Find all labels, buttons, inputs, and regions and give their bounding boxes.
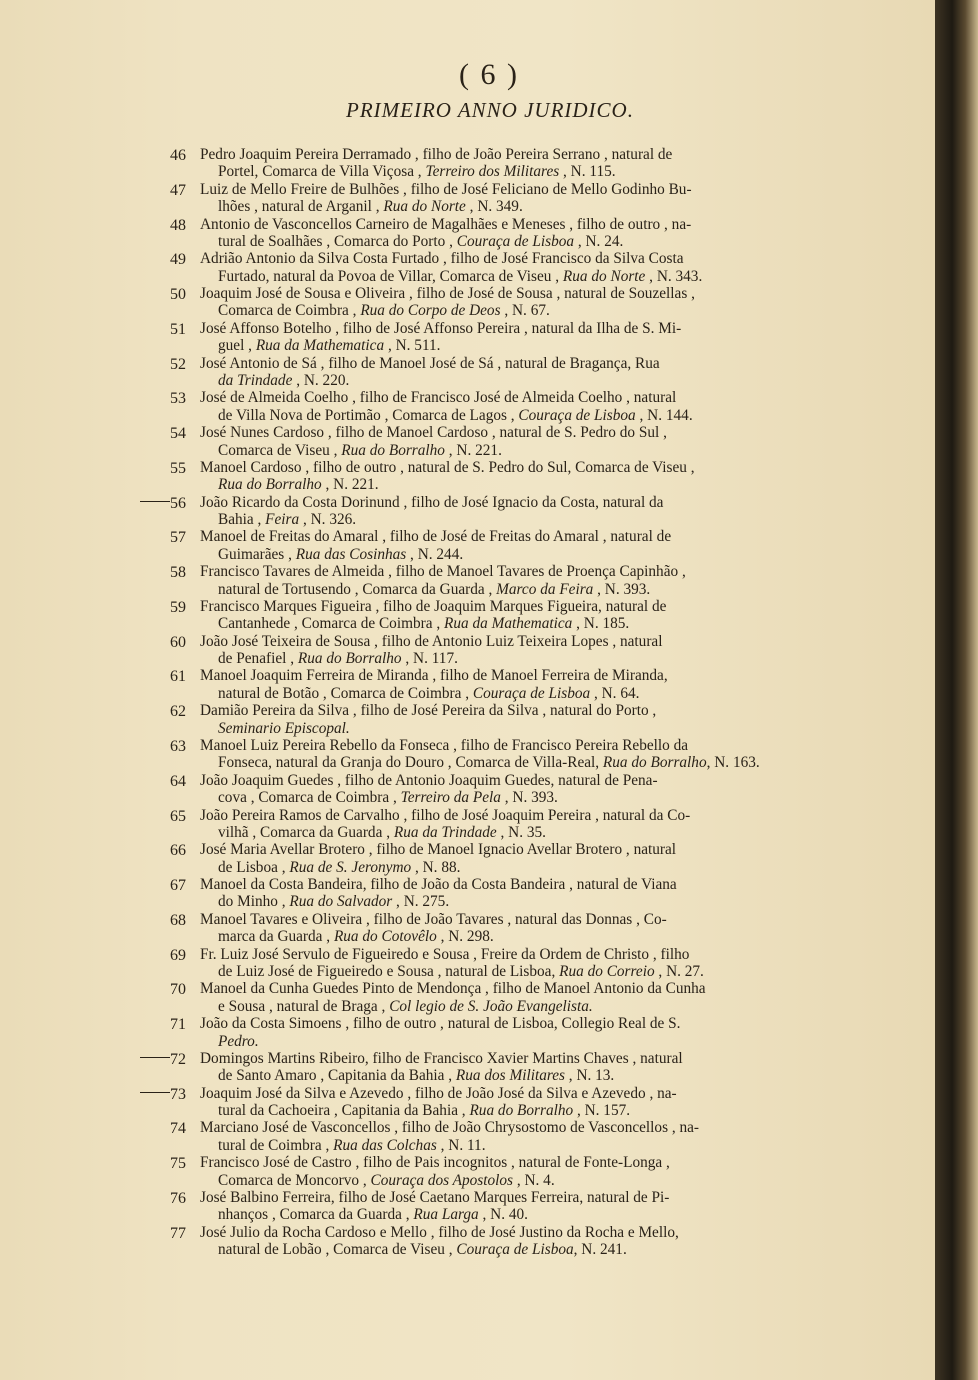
entry-line-1: José de Almeida Coelho , filho de Francisco José de Almeida Coelho , natural — [200, 389, 677, 407]
entry-line-2 — [200, 720, 820, 737]
entry-number: 64 — [170, 772, 186, 790]
list-item — [140, 1085, 820, 1120]
entry-number: 54 — [170, 425, 186, 443]
entry-line-2-text: tural de Soalhães , Comarca do Porto , — [218, 232, 457, 250]
entry-line-1: Manoel Cardoso , filho de outro , natural de S. Pedro do Sul, Comarca de Viseu , — [200, 458, 695, 476]
entry-line-2 — [200, 163, 820, 180]
entry-line-2 — [200, 511, 820, 528]
entry-number: 50 — [170, 286, 186, 304]
entry-line-2-tail: , N. 326. — [299, 511, 357, 529]
entry-line-2-text: natural de Botão , Comarca de Coimbra , — [218, 684, 473, 702]
entry-line-2-text: vilhã , Comarca da Guarda , — [218, 823, 394, 841]
entry-line-1: Francisco Tavares de Almeida , filho de Manoel Tavares de Proença Capinhão , — [200, 563, 686, 581]
entry-address: Rua das Colchas — [333, 1136, 437, 1154]
entry-number: 68 — [170, 911, 186, 929]
entry-line-2-tail: , N. 511. — [384, 337, 441, 355]
entry-line-1: Antonio de Vasconcellos Carneiro de Magalhães e Meneses , filho de outro , na- — [200, 215, 692, 233]
entry-number: 53 — [170, 390, 186, 408]
entry-line-1: Fr. Luiz José Servulo de Figueiredo e Sousa , Freire da Ordem de Christo , filho — [200, 945, 690, 963]
entry-line-2 — [200, 1206, 820, 1223]
list-item — [140, 737, 820, 772]
entry-address: Couraça dos Apostolos — [370, 1171, 514, 1189]
list-item — [140, 1189, 820, 1224]
entry-line-2-text: Comarca de Viseu , — [218, 441, 342, 459]
entry-line-1: Francisco Marques Figueira , filho de Joaquim Marques Figueira, natural de — [200, 597, 667, 615]
entry-line-2 — [200, 963, 820, 980]
entry-line-1: Manoel da Costa Bandeira, filho de João da Costa Bandeira , natural de Viana — [200, 876, 677, 894]
entry-line-2-text: Guimarães , — [218, 545, 296, 563]
entry-line-2-tail: , N. 275. — [392, 893, 450, 911]
entry-line-2 — [200, 1033, 820, 1050]
entry-line-1: José Balbino Ferreira, filho de José Caetano Marques Ferreira, natural de Pi- — [200, 1188, 670, 1206]
entry-line-1: Pedro Joaquim Pereira Derramado , filho de João Pereira Serrano , natural de — [200, 146, 673, 163]
entry-line-1: João Pereira Ramos de Carvalho , filho de José Joaquim Pereira , natural da Co- — [200, 806, 691, 824]
entry-address: Terreiro dos Militares — [425, 163, 560, 181]
entry-address: Rua do Correio — [559, 963, 655, 981]
entry-number: 60 — [170, 633, 186, 651]
entry-line-2 — [200, 302, 820, 319]
entry-line-2 — [200, 928, 820, 945]
entry-number: 65 — [170, 807, 186, 825]
entry-line-2-tail: , N. 349. — [465, 198, 523, 216]
entry-number: 51 — [170, 320, 186, 338]
entry-line-1: Manoel Luiz Pereira Rebello da Fonseca , filho de Francisco Pereira Rebello da — [200, 737, 689, 755]
entry-address: Seminario Episcopal. — [218, 719, 350, 737]
entry-line-2-text: natural de Lobão , Comarca de Viseu , — [218, 1241, 457, 1259]
entry-address: Col legio de S. João Evangelista. — [389, 997, 593, 1015]
entry-line-2-text: natural de Tortusendo , Comarca da Guarda , — [218, 580, 497, 598]
entry-number: 71 — [170, 1016, 186, 1034]
entry-number: 70 — [170, 981, 186, 999]
entry-line-2-tail: , N. 40. — [478, 1206, 528, 1224]
entry-line-2-tail: , N. 144. — [635, 406, 693, 424]
entry-line-2-text: Cantanhede , Comarca de Coimbra , — [218, 615, 444, 633]
entry-line-2 — [200, 893, 820, 910]
list-item — [140, 598, 820, 633]
entry-line-2-tail: , N. 185. — [572, 615, 630, 633]
entry-line-2 — [200, 615, 820, 632]
entry-number: 77 — [170, 1224, 186, 1242]
list-item — [140, 841, 820, 876]
list-item — [140, 980, 820, 1015]
student-list — [140, 146, 820, 1259]
entry-line-2 — [200, 754, 820, 771]
list-item — [140, 633, 820, 668]
entry-address: Marco da Feira — [496, 580, 594, 598]
entry-number: 74 — [170, 1120, 186, 1138]
entry-line-2 — [200, 442, 820, 459]
entry-line-1: Damião Pereira da Silva , filho de José Pereira da Silva , natural do Porto , — [200, 702, 657, 720]
entry-line-2 — [200, 337, 820, 354]
entry-line-2-text: lhões , natural de Arganil , — [218, 198, 384, 216]
entry-line-2-tail: , N. 298. — [436, 928, 494, 946]
entry-line-2 — [200, 268, 820, 285]
list-item — [140, 667, 820, 702]
entry-address: Rua do Borralho — [218, 476, 322, 494]
entry-line-1: Manoel Tavares e Oliveira , filho de João Tavares , natural das Donnas , Co- — [200, 910, 667, 928]
entry-line-2 — [200, 1102, 820, 1119]
entry-line-2 — [200, 998, 820, 1015]
entry-number: 61 — [170, 668, 186, 686]
entry-address: Rua da Trindade — [393, 823, 497, 841]
list-item — [140, 946, 820, 981]
entry-line-2 — [200, 824, 820, 841]
entry-address: Rua do Norte — [562, 267, 646, 285]
list-item — [140, 702, 820, 737]
entry-address: Couraça de Lisboa — [518, 406, 636, 424]
list-item — [140, 807, 820, 842]
entry-line-2-tail: , N. 220. — [292, 372, 350, 389]
entry-line-2-text: nhanços , Comarca da Guarda , — [218, 1206, 414, 1224]
entry-number: 76 — [170, 1189, 186, 1207]
entry-line-2-text: de Luiz José de Figueiredo e Sousa , natural de Lisboa, — [218, 963, 560, 981]
entry-line-2 — [200, 372, 820, 389]
entry-line-2 — [200, 1067, 820, 1084]
entry-number: 56 — [170, 494, 186, 512]
entry-number: 67 — [170, 877, 186, 895]
list-item — [140, 494, 820, 529]
entry-number: 75 — [170, 1155, 186, 1173]
entry-number: 58 — [170, 564, 186, 582]
page-number: ( 6 ) — [459, 58, 519, 91]
entry-line-2-tail: , N. 157. — [573, 1102, 631, 1120]
entry-address: da Trindade — [218, 372, 293, 389]
entry-line-1: Joaquim José de Sousa e Oliveira , filho de José de Sousa , natural de Souzellas , — [200, 285, 695, 303]
entry-line-2-text: de Santo Amaro , Capitania da Bahia , — [218, 1067, 456, 1085]
entry-line-2-text: do Minho , — [218, 893, 290, 911]
entry-line-1: José Maria Avellar Brotero , filho de Manoel Ignacio Avellar Brotero , natural — [200, 841, 677, 859]
entry-number: 48 — [170, 216, 186, 234]
entry-address: Feira — [265, 511, 300, 529]
entry-line-2-text: marca da Guarda , — [218, 928, 334, 946]
entry-address: Terreiro da Pela — [400, 789, 501, 807]
entry-line-1: José Julio da Rocha Cardoso e Mello , filho de José Justino da Rocha e Mello, — [200, 1223, 679, 1241]
list-item — [140, 389, 820, 424]
entry-number: 69 — [170, 946, 186, 964]
entry-line-1: José Nunes Cardoso , filho de Manoel Cardoso , natural de S. Pedro do Sul , — [200, 424, 667, 442]
entry-line-1: Francisco José de Castro , filho de Pais incognitos , natural de Fonte-Longa , — [200, 1154, 670, 1172]
book-gutter — [935, 0, 978, 1380]
entry-address: Rua do Borralho — [341, 441, 445, 459]
entry-line-2-tail: , N. 343. — [645, 267, 703, 285]
entry-line-2 — [200, 650, 820, 667]
list-item — [140, 1224, 820, 1259]
list-item — [140, 355, 820, 390]
entry-line-1: Marciano José de Vasconcellos , filho de João Chrysostomo de Vasconcellos , na- — [200, 1119, 700, 1137]
entry-number: 62 — [170, 703, 186, 721]
section-title: PRIMEIRO ANNO JURIDICO. — [346, 98, 634, 122]
list-item — [140, 250, 820, 285]
entry-line-2-tail: , N. 35. — [496, 823, 546, 841]
entry-line-2-tail: , N. 64. — [590, 684, 640, 702]
list-item — [140, 320, 820, 355]
list-item — [140, 911, 820, 946]
entry-address: Rua do Borralho — [297, 650, 402, 668]
list-item — [140, 563, 820, 598]
entry-line-2-tail: , N. 24. — [574, 232, 624, 250]
entry-line-2-tail: , N. 27. — [654, 963, 704, 981]
list-item — [140, 285, 820, 320]
entry-line-2 — [200, 546, 820, 563]
entry-line-1: Adrião Antonio da Silva Costa Furtado , filho de José Francisco da Silva Costa — [200, 250, 684, 268]
list-item — [140, 424, 820, 459]
entry-line-2-tail: , N. 163. — [706, 754, 760, 772]
entry-address: Rua do Salvador — [289, 893, 393, 911]
list-item — [140, 1050, 820, 1085]
list-item — [140, 459, 820, 494]
entry-line-2-tail: , N. 244. — [406, 545, 464, 563]
entry-number: 59 — [170, 598, 186, 616]
entry-line-2-text: Furtado, natural da Povoa de Villar, Comarca de Viseu , — [218, 267, 563, 285]
entry-line-2-text: Comarca de Moncorvo , — [218, 1171, 371, 1189]
entry-address: Rua das Cosinhas — [295, 545, 407, 563]
entry-line-2 — [200, 1172, 820, 1189]
entry-line-2-tail: , N. 117. — [401, 650, 458, 668]
entry-line-2-tail: , N. 4. — [513, 1171, 555, 1189]
entry-line-2-tail: , N. 115. — [559, 163, 616, 181]
entry-address: Pedro. — [218, 1032, 259, 1050]
entry-line-2 — [200, 407, 820, 424]
entry-line-2-tail: , N. 88. — [411, 858, 461, 876]
list-item — [140, 146, 820, 181]
entry-number: 46 — [170, 147, 186, 164]
entry-line-1: Manoel de Freitas do Amaral , filho de José de Freitas do Amaral , natural de — [200, 528, 672, 546]
entry-line-2 — [200, 581, 820, 598]
entry-address: Couraça de Lisboa — [456, 232, 575, 250]
entry-line-1: João Joaquim Guedes , filho de Antonio Joaquim Guedes, natural de Pena- — [200, 771, 658, 789]
entry-line-2 — [200, 859, 820, 876]
entry-line-2 — [200, 789, 820, 806]
entry-address: Rua do Corpo de Deos — [360, 302, 501, 320]
entry-number: 73 — [170, 1085, 186, 1103]
entry-line-2-text: guel , — [218, 337, 256, 355]
entry-line-1: Joaquim José da Silva e Azevedo , filho de João José da Silva e Azevedo , na- — [200, 1084, 677, 1102]
entry-line-1: Manoel Joaquim Ferreira de Miranda , filho de Manoel Ferreira de Miranda, — [200, 667, 668, 685]
entry-line-2-text: tural da Cachoeira , Capitania da Bahia , — [218, 1102, 470, 1120]
entry-number: 49 — [170, 251, 186, 269]
entry-line-1: João Ricardo da Costa Dorinund , filho de José Ignacio da Costa, natural da — [200, 493, 664, 511]
entry-address: Rua Larga — [413, 1206, 479, 1224]
entry-line-2-tail: , N. 67. — [500, 302, 550, 320]
entry-line-2-text: Fonseca, natural da Granja do Douro , Comarca de Villa-Real, — [218, 754, 603, 772]
entry-line-2-text: de Penafiel , — [218, 650, 298, 668]
list-item — [140, 1154, 820, 1189]
entry-address: Couraça de Lisboa — [456, 1241, 574, 1259]
entry-line-2 — [200, 233, 820, 250]
entry-line-2-tail: , N. 241. — [573, 1241, 627, 1259]
entry-number: 47 — [170, 181, 186, 199]
entry-line-2-text: Portel, Comarca de Villa Viçosa , — [218, 163, 426, 181]
entry-line-1: João José Teixeira de Sousa , filho de Antonio Luiz Teixeira Lopes , natural — [200, 632, 663, 650]
entry-address: Rua de S. Jeronymo — [289, 858, 412, 876]
entry-line-2-tail: , N. 393. — [500, 789, 558, 807]
entry-line-2-text: Comarca de Coimbra , — [218, 302, 361, 320]
entry-line-2 — [200, 1137, 820, 1154]
entry-line-2-text: de Villa Nova de Portimão , Comarca de Lagos , — [218, 406, 519, 424]
entry-line-1: José Antonio de Sá , filho de Manoel José de Sá , natural de Bragança, Rua — [200, 354, 660, 372]
entry-line-2-tail: , N. 393. — [593, 580, 651, 598]
entry-line-1: Manoel da Cunha Guedes Pinto de Mendonça , filho de Manoel Antonio da Cunha — [200, 980, 706, 998]
entry-line-2-tail: , N. 13. — [564, 1067, 615, 1085]
entry-address: Couraça de Lisboa — [472, 684, 591, 702]
entry-address: Rua do Borralho — [602, 754, 707, 772]
entry-line-2 — [200, 198, 820, 215]
entry-address: Rua dos Militares — [455, 1067, 565, 1085]
entry-address: Rua da Mathematica — [443, 615, 573, 633]
entry-line-2-tail: , N. 221. — [444, 441, 502, 459]
entry-line-2 — [200, 1241, 820, 1258]
entry-address: Rua do Borralho — [469, 1102, 574, 1120]
entry-line-2 — [200, 476, 820, 493]
entry-number: 55 — [170, 459, 186, 477]
entry-line-1: Domingos Martins Ribeiro, filho de Francisco Xavier Martins Chaves , natural — [200, 1049, 683, 1067]
entry-line-2-text: de Lisboa , — [218, 858, 290, 876]
list-item — [140, 1015, 820, 1050]
entry-line-2-text: cova , Comarca de Coimbra , — [218, 789, 401, 807]
list-item — [140, 772, 820, 807]
entry-line-1: José Affonso Botelho , filho de José Affonso Pereira , natural da Ilha de S. Mi- — [200, 319, 682, 337]
entry-number: 66 — [170, 842, 186, 860]
entry-line-1: João da Costa Simoens , filho de outro , natural de Lisboa, Collegio Real de S. — [200, 1015, 681, 1033]
entry-number: 72 — [170, 1050, 186, 1068]
entry-line-2-tail: , N. 221. — [321, 476, 379, 494]
entry-line-2-tail: , N. 11. — [436, 1136, 486, 1154]
entry-line-2 — [200, 685, 820, 702]
entry-number: 63 — [170, 738, 186, 756]
entry-line-2-text: e Sousa , natural de Braga , — [218, 997, 390, 1015]
entry-address: Rua do Norte — [383, 198, 466, 216]
entry-address: Rua do Cotovêlo — [333, 928, 437, 946]
entry-line-1: Luiz de Mello Freire de Bulhões , filho de José Feliciano de Mello Godinho Bu- — [200, 180, 692, 198]
list-item — [140, 876, 820, 911]
entry-number: 52 — [170, 355, 186, 373]
list-item — [140, 216, 820, 251]
entry-line-2-text: Bahia , — [218, 511, 266, 529]
entry-address: Rua da Mathematica — [255, 337, 385, 355]
entry-number: 57 — [170, 529, 186, 547]
entry-line-2-text: tural de Coimbra , — [218, 1136, 334, 1154]
list-item — [140, 181, 820, 216]
list-item — [140, 1119, 820, 1154]
list-item — [140, 528, 820, 563]
